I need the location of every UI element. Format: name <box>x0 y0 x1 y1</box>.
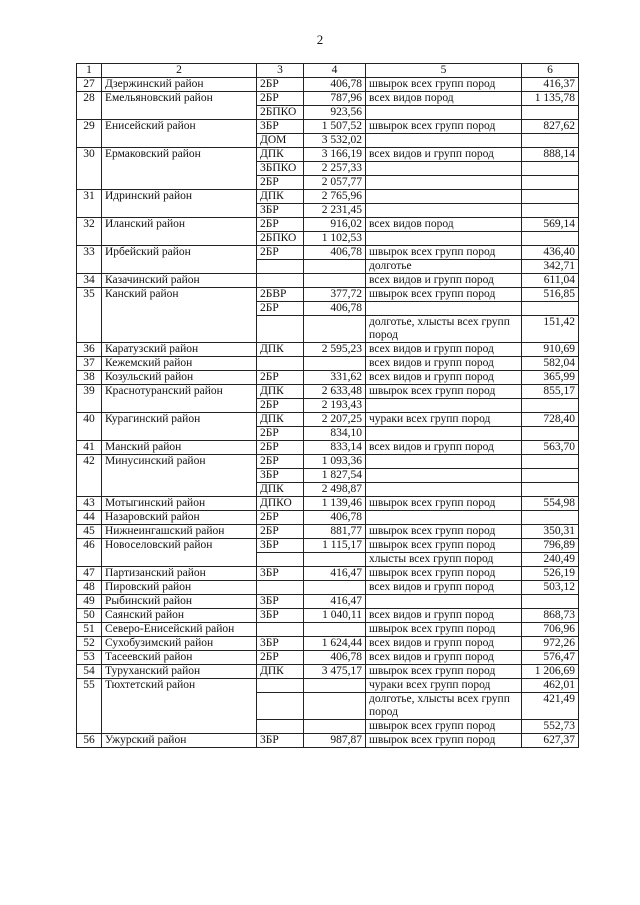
row-number: 44 <box>77 511 102 525</box>
category-code: ДПК <box>257 413 304 427</box>
price-value: 1 040,11 <box>304 609 366 623</box>
table-row <box>77 581 579 595</box>
assortment-desc: швырок всех групп пород <box>366 734 522 748</box>
category-code: 2БР <box>257 371 304 385</box>
table-row <box>77 651 579 665</box>
assortment-desc: всех видов и групп пород <box>366 581 522 595</box>
rate-value: 552,73 <box>522 720 579 734</box>
rate-value: 342,71 <box>522 260 579 274</box>
price-value: 331,62 <box>304 371 366 385</box>
price-value: 1 139,46 <box>304 497 366 511</box>
category-code: 3БР <box>257 120 304 134</box>
assortment-desc <box>366 595 522 609</box>
rate-value <box>522 106 579 120</box>
table-row <box>77 413 579 427</box>
category-code: 2БВР <box>257 288 304 302</box>
assortment-desc: всех видов пород <box>366 218 522 232</box>
price-value <box>304 623 366 637</box>
district-name: Ермаковский район <box>102 148 257 190</box>
price-value: 881,77 <box>304 525 366 539</box>
assortment-desc: швырок всех групп пород <box>366 78 522 92</box>
category-code: 2БР <box>257 427 304 441</box>
category-code: ДПК <box>257 148 304 162</box>
rate-value: 910,69 <box>522 343 579 357</box>
rate-value: 888,14 <box>522 148 579 162</box>
table-body <box>77 64 579 748</box>
price-value: 2 595,23 <box>304 343 366 357</box>
table-row <box>77 665 579 679</box>
rate-value: 462,01 <box>522 679 579 693</box>
row-number: 46 <box>77 539 102 567</box>
rate-value: 526,19 <box>522 567 579 581</box>
header-row <box>77 64 579 78</box>
category-code: 2БПКО <box>257 232 304 246</box>
category-code: ДПК <box>257 483 304 497</box>
rate-value: 503,12 <box>522 581 579 595</box>
assortment-desc: долготье, хлысты всех групп пород <box>366 693 522 720</box>
price-value <box>304 316 366 343</box>
table-row <box>77 246 579 260</box>
price-value: 416,47 <box>304 567 366 581</box>
assortment-desc: всех видов и групп пород <box>366 357 522 371</box>
price-value <box>304 720 366 734</box>
rate-value: 706,96 <box>522 623 579 637</box>
price-value: 834,10 <box>304 427 366 441</box>
category-code: 2БР <box>257 302 304 316</box>
row-number: 27 <box>77 78 102 92</box>
row-number: 48 <box>77 581 102 595</box>
price-value: 377,72 <box>304 288 366 302</box>
rate-value: 151,42 <box>522 316 579 343</box>
rate-value <box>522 162 579 176</box>
assortment-desc: швырок всех групп пород <box>366 385 522 399</box>
rate-value <box>522 483 579 497</box>
price-value: 833,14 <box>304 441 366 455</box>
assortment-desc <box>366 302 522 316</box>
row-number: 36 <box>77 343 102 357</box>
price-value: 1 093,36 <box>304 455 366 469</box>
category-code: ДОМ <box>257 134 304 148</box>
district-name: Манский район <box>102 441 257 455</box>
price-value: 416,47 <box>304 595 366 609</box>
table-row <box>77 441 579 455</box>
category-code: 2БР <box>257 399 304 413</box>
table-row <box>77 357 579 371</box>
row-number: 50 <box>77 609 102 623</box>
row-number: 55 <box>77 679 102 734</box>
district-name: Канский район <box>102 288 257 343</box>
rate-value: 554,98 <box>522 497 579 511</box>
district-name: Кежемский район <box>102 357 257 371</box>
rate-value: 421,49 <box>522 693 579 720</box>
category-code <box>257 357 304 371</box>
row-number: 38 <box>77 371 102 385</box>
header-cell: 3 <box>257 64 304 78</box>
assortment-desc: всех видов пород <box>366 92 522 106</box>
assortment-desc <box>366 427 522 441</box>
district-name: Тасеевский район <box>102 651 257 665</box>
rate-value: 1 135,78 <box>522 92 579 106</box>
category-code <box>257 623 304 637</box>
row-number: 28 <box>77 92 102 120</box>
assortment-desc <box>366 511 522 525</box>
district-name: Ужурский район <box>102 734 257 748</box>
district-name: Северо-Енисейский район <box>102 623 257 637</box>
row-number: 39 <box>77 385 102 413</box>
table-row <box>77 734 579 748</box>
rate-value <box>522 232 579 246</box>
district-name: Мотыгинский район <box>102 497 257 511</box>
assortment-desc <box>366 176 522 190</box>
category-code: 3БР <box>257 734 304 748</box>
assortment-desc: чураки всех групп пород <box>366 413 522 427</box>
rate-value <box>522 134 579 148</box>
table-row <box>77 525 579 539</box>
table-row <box>77 120 579 134</box>
row-number: 41 <box>77 441 102 455</box>
rate-value: 627,37 <box>522 734 579 748</box>
header-cell: 1 <box>77 64 102 78</box>
rate-value <box>522 455 579 469</box>
row-number: 32 <box>77 218 102 246</box>
category-code <box>257 679 304 693</box>
price-value: 2 057,77 <box>304 176 366 190</box>
rate-value: 728,40 <box>522 413 579 427</box>
price-value: 787,96 <box>304 92 366 106</box>
header-cell: 4 <box>304 64 366 78</box>
category-code: 2БР <box>257 525 304 539</box>
row-number: 31 <box>77 190 102 218</box>
assortment-desc: всех видов и групп пород <box>366 637 522 651</box>
district-name: Тюхтетский район <box>102 679 257 734</box>
rate-value: 855,17 <box>522 385 579 399</box>
rate-value: 796,89 <box>522 539 579 553</box>
category-code: 2БР <box>257 78 304 92</box>
row-number: 53 <box>77 651 102 665</box>
assortment-desc <box>366 190 522 204</box>
assortment-desc <box>366 106 522 120</box>
row-number: 35 <box>77 288 102 343</box>
table-row <box>77 371 579 385</box>
table-row <box>77 637 579 651</box>
category-code: 2БР <box>257 218 304 232</box>
assortment-desc <box>366 162 522 176</box>
row-number: 34 <box>77 274 102 288</box>
price-value: 406,78 <box>304 246 366 260</box>
rate-value: 868,73 <box>522 609 579 623</box>
rate-value <box>522 511 579 525</box>
category-code: 2БР <box>257 176 304 190</box>
category-code: ДПК <box>257 665 304 679</box>
price-value <box>304 679 366 693</box>
district-name: Назаровский район <box>102 511 257 525</box>
assortment-desc: всех видов и групп пород <box>366 274 522 288</box>
category-code: 3БПКО <box>257 162 304 176</box>
table-row <box>77 385 579 399</box>
district-name: Дзержинский район <box>102 78 257 92</box>
category-code: 2БР <box>257 651 304 665</box>
category-code: 3БР <box>257 567 304 581</box>
price-value: 2 193,43 <box>304 399 366 413</box>
price-value: 1 507,52 <box>304 120 366 134</box>
rate-value <box>522 399 579 413</box>
rate-value <box>522 190 579 204</box>
price-value: 406,78 <box>304 302 366 316</box>
assortment-desc: чураки всех групп пород <box>366 679 522 693</box>
assortment-desc: швырок всех групп пород <box>366 525 522 539</box>
price-value: 987,87 <box>304 734 366 748</box>
assortment-desc: всех видов и групп пород <box>366 609 522 623</box>
price-value: 2 207,25 <box>304 413 366 427</box>
table-row <box>77 567 579 581</box>
category-code: 2БР <box>257 92 304 106</box>
price-value: 406,78 <box>304 78 366 92</box>
category-code <box>257 553 304 567</box>
row-number: 45 <box>77 525 102 539</box>
table-row <box>77 288 579 302</box>
assortment-desc <box>366 134 522 148</box>
category-code: 2БР <box>257 246 304 260</box>
district-name: Козульский район <box>102 371 257 385</box>
assortment-desc <box>366 483 522 497</box>
table-row <box>77 511 579 525</box>
category-code: 3БР <box>257 539 304 553</box>
assortment-desc: швырок всех групп пород <box>366 497 522 511</box>
assortment-desc: всех видов и групп пород <box>366 441 522 455</box>
category-code <box>257 720 304 734</box>
district-name: Енисейский район <box>102 120 257 148</box>
district-name: Партизанский район <box>102 567 257 581</box>
category-code: 2БПКО <box>257 106 304 120</box>
rate-value: 516,85 <box>522 288 579 302</box>
price-value <box>304 357 366 371</box>
category-code: ДПК <box>257 343 304 357</box>
price-value: 2 257,33 <box>304 162 366 176</box>
assortment-desc: швырок всех групп пород <box>366 288 522 302</box>
district-name: Ирбейский район <box>102 246 257 274</box>
header-cell: 2 <box>102 64 257 78</box>
district-name: Минусинский район <box>102 455 257 497</box>
row-number: 54 <box>77 665 102 679</box>
row-number: 47 <box>77 567 102 581</box>
price-value <box>304 553 366 567</box>
rate-value: 576,47 <box>522 651 579 665</box>
category-code <box>257 260 304 274</box>
rate-value: 563,70 <box>522 441 579 455</box>
row-number: 51 <box>77 623 102 637</box>
price-value: 1 827,54 <box>304 469 366 483</box>
rate-value <box>522 302 579 316</box>
table-row <box>77 78 579 92</box>
price-value: 406,78 <box>304 651 366 665</box>
assortment-desc: швырок всех групп пород <box>366 720 522 734</box>
header-cell: 5 <box>366 64 522 78</box>
assortment-desc <box>366 204 522 218</box>
assortment-desc: долготье <box>366 260 522 274</box>
price-value <box>304 260 366 274</box>
district-name: Рыбинский район <box>102 595 257 609</box>
district-name: Туруханский район <box>102 665 257 679</box>
assortment-desc: всех видов и групп пород <box>366 343 522 357</box>
rate-value: 972,26 <box>522 637 579 651</box>
assortment-desc <box>366 399 522 413</box>
assortment-desc <box>366 232 522 246</box>
category-code <box>257 693 304 720</box>
district-name: Емельяновский район <box>102 92 257 120</box>
assortment-desc <box>366 469 522 483</box>
district-name: Иланский район <box>102 218 257 246</box>
table-row <box>77 218 579 232</box>
assortment-desc: всех видов и групп пород <box>366 371 522 385</box>
assortment-desc: швырок всех групп пород <box>366 539 522 553</box>
table-row <box>77 595 579 609</box>
category-code: 3БР <box>257 204 304 218</box>
header-cell: 6 <box>522 64 579 78</box>
rate-value: 582,04 <box>522 357 579 371</box>
price-value: 2 231,45 <box>304 204 366 218</box>
category-code: ДПК <box>257 190 304 204</box>
table-row <box>77 343 579 357</box>
rate-value: 436,40 <box>522 246 579 260</box>
price-value: 1 624,44 <box>304 637 366 651</box>
rate-value <box>522 595 579 609</box>
table-row <box>77 455 579 469</box>
assortment-desc: швырок всех групп пород <box>366 567 522 581</box>
assortment-desc: всех видов и групп пород <box>366 148 522 162</box>
row-number: 42 <box>77 455 102 497</box>
district-name: Нижнеингашский район <box>102 525 257 539</box>
category-code: ДПКО <box>257 497 304 511</box>
district-name: Казачинский район <box>102 274 257 288</box>
district-name: Новоселовский район <box>102 539 257 567</box>
category-code: ДПК <box>257 385 304 399</box>
price-value: 406,78 <box>304 511 366 525</box>
price-value: 2 633,48 <box>304 385 366 399</box>
price-value <box>304 274 366 288</box>
row-number: 52 <box>77 637 102 651</box>
row-number: 30 <box>77 148 102 190</box>
price-value: 3 166,19 <box>304 148 366 162</box>
price-value: 2 765,96 <box>304 190 366 204</box>
price-value <box>304 693 366 720</box>
assortment-desc: швырок всех групп пород <box>366 120 522 134</box>
table-row <box>77 92 579 106</box>
table-row <box>77 497 579 511</box>
row-number: 43 <box>77 497 102 511</box>
rate-value <box>522 469 579 483</box>
assortment-desc: всех видов и групп пород <box>366 651 522 665</box>
rate-value <box>522 176 579 190</box>
category-code: 2БР <box>257 455 304 469</box>
assortment-desc: хлысты всех групп пород <box>366 553 522 567</box>
rate-value: 1 206,69 <box>522 665 579 679</box>
table-row <box>77 609 579 623</box>
price-value: 3 532,02 <box>304 134 366 148</box>
table-row <box>77 623 579 637</box>
price-value: 3 475,17 <box>304 665 366 679</box>
row-number: 37 <box>77 357 102 371</box>
assortment-desc <box>366 455 522 469</box>
rate-value <box>522 427 579 441</box>
row-number: 49 <box>77 595 102 609</box>
category-code <box>257 581 304 595</box>
price-value: 916,02 <box>304 218 366 232</box>
category-code: 3БР <box>257 637 304 651</box>
district-name: Саянский район <box>102 609 257 623</box>
price-value: 2 498,87 <box>304 483 366 497</box>
category-code <box>257 274 304 288</box>
rate-value: 611,04 <box>522 274 579 288</box>
row-number: 40 <box>77 413 102 441</box>
price-value <box>304 581 366 595</box>
price-value: 923,56 <box>304 106 366 120</box>
district-name: Курагинский район <box>102 413 257 441</box>
table-row <box>77 539 579 553</box>
assortment-desc: швырок всех групп пород <box>366 665 522 679</box>
rate-value: 416,37 <box>522 78 579 92</box>
rate-value: 240,49 <box>522 553 579 567</box>
rate-value: 350,31 <box>522 525 579 539</box>
district-name: Пировский район <box>102 581 257 595</box>
price-value: 1 115,17 <box>304 539 366 553</box>
assortment-desc: швырок всех групп пород <box>366 246 522 260</box>
district-name: Сухобузимский район <box>102 637 257 651</box>
category-code: 3БР <box>257 595 304 609</box>
row-number: 29 <box>77 120 102 148</box>
table-row <box>77 190 579 204</box>
price-value: 1 102,53 <box>304 232 366 246</box>
rates-table <box>76 63 579 748</box>
rate-value: 365,99 <box>522 371 579 385</box>
rate-value: 569,14 <box>522 218 579 232</box>
district-name: Краснотуранский район <box>102 385 257 413</box>
category-code: 2БР <box>257 511 304 525</box>
assortment-desc: швырок всех групп пород <box>366 623 522 637</box>
category-code: 2БР <box>257 441 304 455</box>
district-name: Идринский район <box>102 190 257 218</box>
row-number: 33 <box>77 246 102 274</box>
table-row <box>77 148 579 162</box>
page-number: 2 <box>316 32 324 47</box>
rate-value <box>522 204 579 218</box>
assortment-desc: долготье, хлысты всех групп пород <box>366 316 522 343</box>
district-name: Каратузский район <box>102 343 257 357</box>
table-row <box>77 274 579 288</box>
table-row <box>77 679 579 693</box>
category-code: 3БР <box>257 469 304 483</box>
category-code <box>257 316 304 343</box>
row-number: 56 <box>77 734 102 748</box>
rate-value: 827,62 <box>522 120 579 134</box>
category-code: 3БР <box>257 609 304 623</box>
